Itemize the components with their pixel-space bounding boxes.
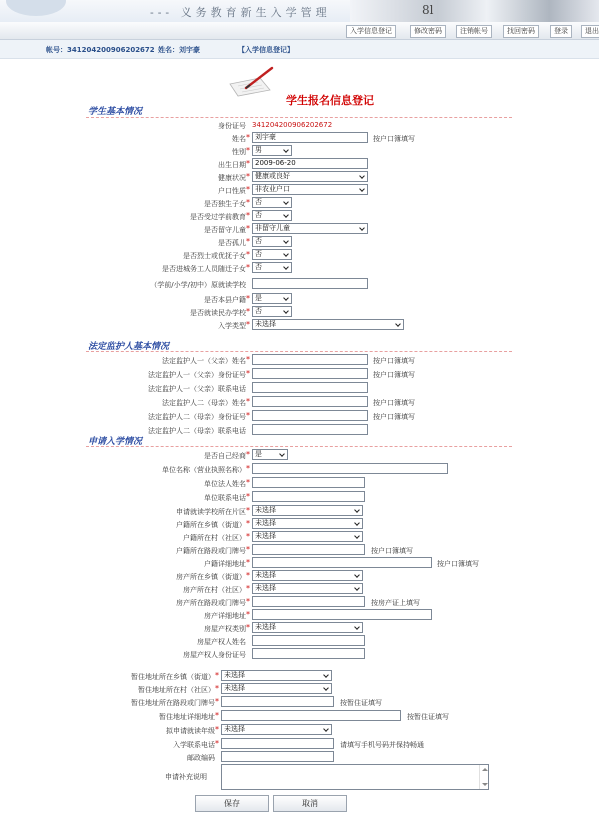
hukou-road-input[interactable] xyxy=(252,544,365,555)
gender-label: 性别 xyxy=(232,148,246,156)
guardian1-name-hint: 按户口簿填写 xyxy=(373,357,415,365)
banner-deco-text: 8l xyxy=(422,3,434,17)
required-mark: * xyxy=(246,224,250,233)
required-mark: * xyxy=(246,263,250,272)
required-mark: * xyxy=(246,172,250,181)
self-business-label: 是否自己经商 xyxy=(204,452,246,460)
current-page-link[interactable]: 【入学信息登记】 xyxy=(238,46,294,54)
required-mark: * xyxy=(246,411,250,420)
owner-name-label: 房屋产权人姓名 xyxy=(197,638,246,646)
top-navigation xyxy=(0,22,599,40)
residence-address-input[interactable] xyxy=(221,710,401,721)
required-mark: * xyxy=(215,671,219,680)
section-divider xyxy=(86,117,512,118)
logo xyxy=(6,0,66,16)
required-mark: * xyxy=(215,697,219,706)
residence-town-select[interactable]: 未选择 xyxy=(221,670,332,681)
hukou-town-label: 户籍所在乡镇（街道） xyxy=(176,521,246,529)
guardian1-name-input[interactable] xyxy=(252,354,368,365)
house-village-select[interactable]: 未选择 xyxy=(252,583,363,594)
user-name-text: 姓名：刘宇豪 xyxy=(158,46,200,54)
hukou-town-select[interactable]: 未选择 xyxy=(252,518,363,529)
house-address-input[interactable] xyxy=(252,609,432,620)
id-number-label: 身份证号 xyxy=(218,122,246,130)
local-hukou-label: 是否本县户籍 xyxy=(204,296,246,304)
company-phone-input[interactable] xyxy=(252,491,365,502)
section-student-title: 学生基本情况 xyxy=(88,107,143,117)
birth-date-label: 出生日期 xyxy=(218,161,246,169)
required-mark: * xyxy=(246,146,250,155)
required-mark: * xyxy=(246,355,250,364)
required-mark: * xyxy=(246,532,250,541)
residence-village-label: 暂住地址所在村（社区） xyxy=(138,686,215,694)
contact-phone-input[interactable] xyxy=(221,738,334,749)
house-village-label: 房产所在村（社区） xyxy=(183,586,246,594)
id-number-value: 341204200906202672 xyxy=(252,121,333,129)
health-select[interactable]: 健康或良好 xyxy=(252,171,368,182)
hukou-road-label: 户籍所在路段或门牌号 xyxy=(176,547,246,555)
guardian2-phone-input[interactable] xyxy=(252,424,368,435)
guardian1-phone-label: 法定监护人一（父亲）联系电话 xyxy=(148,385,246,393)
textarea-scrollbar[interactable] xyxy=(479,765,488,789)
postcode-input[interactable] xyxy=(221,751,334,762)
residence-road-label: 暂住地址所在路段或门牌号 xyxy=(131,699,215,707)
pen-paper-icon xyxy=(226,64,276,100)
postcode-label: 邮政编码 xyxy=(187,754,215,762)
account-text: 帐号：341204200906202672 xyxy=(46,46,155,54)
section-application-title: 申请入学情况 xyxy=(88,437,143,447)
hukou-address-input[interactable] xyxy=(252,557,432,568)
guardian2-name-hint: 按户口簿填写 xyxy=(373,399,415,407)
nav-logout[interactable]: 退出 xyxy=(581,25,599,38)
owner-id-label: 房屋产权人身份证号 xyxy=(183,651,246,659)
form-title: 学生报名信息登记 xyxy=(286,94,374,107)
note-label: 申请补充说明 xyxy=(165,773,207,781)
guardian1-id-input[interactable] xyxy=(252,368,368,379)
required-mark: * xyxy=(246,237,250,246)
nav-login[interactable]: 登录 xyxy=(550,25,572,38)
left-behind-label: 是否留守儿童 xyxy=(204,226,246,234)
guardian2-phone-label: 法定监护人二（母亲）联系电话 xyxy=(148,427,246,435)
local-hukou-select[interactable]: 是 xyxy=(252,293,292,304)
required-mark: * xyxy=(246,506,250,515)
required-mark: * xyxy=(246,597,250,606)
required-mark: * xyxy=(246,478,250,487)
guardian1-id-label: 法定监护人一（父亲）身份证号 xyxy=(148,371,246,379)
house-road-input[interactable] xyxy=(252,596,365,607)
owner-id-input[interactable] xyxy=(252,648,365,659)
required-mark: * xyxy=(246,250,250,259)
house-town-label: 房产所在乡镇（街道） xyxy=(176,573,246,581)
house-road-hint: 按房产证上填写 xyxy=(371,599,420,607)
migrant-label: 是否进城务工人员随迁子女 xyxy=(162,265,246,273)
required-mark: * xyxy=(246,584,250,593)
guardian2-id-label: 法定监护人二（母亲）身份证号 xyxy=(148,413,246,421)
self-business-select[interactable]: 是 xyxy=(252,449,288,460)
section-guardian-title: 法定监护人基本情况 xyxy=(88,342,170,352)
required-mark: * xyxy=(246,558,250,567)
prev-school-label: （学前/小学/初中）原就读学校 xyxy=(150,281,246,289)
residence-road-input[interactable] xyxy=(221,696,334,707)
required-mark: * xyxy=(246,159,250,168)
cancel-button[interactable]: 取消 xyxy=(273,795,347,812)
note-textarea[interactable] xyxy=(221,764,489,790)
nav-cancel-account[interactable]: 注销帐号 xyxy=(456,25,492,38)
required-mark: * xyxy=(246,519,250,528)
martyr-label: 是否烈士或优抚子女 xyxy=(183,252,246,260)
student-name-label: 姓名 xyxy=(232,135,246,143)
save-button[interactable]: 保存 xyxy=(195,795,269,812)
section-divider xyxy=(86,351,512,352)
guardian1-id-hint: 按户口簿填写 xyxy=(373,371,415,379)
company-phone-label: 单位联系电话 xyxy=(204,494,246,502)
only-child-label: 是否独生子女 xyxy=(204,200,246,208)
required-mark: * xyxy=(246,307,250,316)
required-mark: * xyxy=(246,198,250,207)
house-town-select[interactable]: 未选择 xyxy=(252,570,363,581)
preschool-label: 是否受过学前教育 xyxy=(190,213,246,221)
orphan-select[interactable]: 否 xyxy=(252,236,292,247)
section-divider xyxy=(86,446,512,447)
residence-address-hint: 按暂住证填写 xyxy=(407,713,449,721)
left-behind-select[interactable]: 非留守儿童 xyxy=(252,223,368,234)
house-address-label: 房产详细地址 xyxy=(204,612,246,620)
guardian2-name-label: 法定监护人二（母亲）姓名 xyxy=(162,399,246,407)
grade-select[interactable]: 未选择 xyxy=(221,724,332,735)
guardian2-id-hint: 按户口簿填写 xyxy=(373,413,415,421)
residence-village-select[interactable]: 未选择 xyxy=(221,683,332,694)
required-mark: * xyxy=(246,571,250,580)
nav-enroll-register[interactable]: 入学信息登记 xyxy=(346,25,396,38)
company-name-label: 单位名称（营业执照名称） xyxy=(162,466,246,474)
enroll-type-select[interactable]: 未选择 xyxy=(252,319,404,330)
house-type-label: 房屋产权类别 xyxy=(204,625,246,633)
prev-school-input[interactable] xyxy=(252,278,368,289)
grade-label: 拟申请就读年级 xyxy=(166,727,215,735)
owner-name-input[interactable] xyxy=(252,635,365,646)
guardian1-name-label: 法定监护人一（父亲）姓名 xyxy=(162,357,246,365)
legal-rep-label: 单位法人姓名 xyxy=(204,480,246,488)
nav-recover-password[interactable]: 找回密码 xyxy=(503,25,539,38)
guardian1-phone-input[interactable] xyxy=(252,382,368,393)
required-mark: * xyxy=(246,211,250,220)
private-school-label: 是否就读民办学校 xyxy=(190,309,246,317)
legal-rep-input[interactable] xyxy=(252,477,365,488)
house-type-select[interactable]: 未选择 xyxy=(252,622,363,633)
student-name-hint: 按户口簿填写 xyxy=(373,135,415,143)
house-road-label: 房产所在路段或门牌号 xyxy=(176,599,246,607)
school-area-label: 申请就读学校所在片区 xyxy=(176,508,246,516)
health-label: 健康状况 xyxy=(218,174,246,182)
required-mark: * xyxy=(246,294,250,303)
residence-address-label: 暂住地址详细地址 xyxy=(159,713,215,721)
preschool-select[interactable]: 否 xyxy=(252,210,292,221)
hukou-village-select[interactable]: 未选择 xyxy=(252,531,363,542)
hukou-address-label: 户籍详细地址 xyxy=(204,560,246,568)
hukou-road-hint: 按户口簿填写 xyxy=(371,547,413,555)
required-mark: * xyxy=(246,320,250,329)
birth-date-input[interactable]: 2009-06-20 xyxy=(252,158,368,169)
hukou-type-label: 户口性质 xyxy=(218,187,246,195)
martyr-select[interactable]: 否 xyxy=(252,249,292,260)
required-mark: * xyxy=(215,725,219,734)
student-name-input[interactable]: 刘宇豪 xyxy=(252,132,368,143)
user-info-bar xyxy=(0,40,599,59)
company-name-input[interactable] xyxy=(252,463,448,474)
hukou-address-hint: 按户口簿填写 xyxy=(437,560,479,568)
migrant-select[interactable]: 否 xyxy=(252,262,292,273)
gender-select[interactable]: 男 xyxy=(252,145,292,156)
required-mark: * xyxy=(246,610,250,619)
nav-change-password[interactable]: 修改密码 xyxy=(410,25,446,38)
required-mark: * xyxy=(246,133,250,142)
banner-decoration xyxy=(350,0,599,22)
guardian2-name-input[interactable] xyxy=(252,396,368,407)
residence-road-hint: 按暂住证填写 xyxy=(340,699,382,707)
required-mark: * xyxy=(246,545,250,554)
required-mark: * xyxy=(246,369,250,378)
school-area-select[interactable]: 未选择 xyxy=(252,505,363,516)
hukou-type-select[interactable]: 非农业户口 xyxy=(252,184,368,195)
guardian2-id-input[interactable] xyxy=(252,410,368,421)
required-mark: * xyxy=(215,711,219,720)
required-mark: * xyxy=(246,185,250,194)
residence-town-label: 暂住地址所在乡镇（街道） xyxy=(131,673,215,681)
required-mark: * xyxy=(215,684,219,693)
contact-phone-hint: 请填写手机号码并保持畅通 xyxy=(340,741,424,749)
only-child-select[interactable]: 否 xyxy=(252,197,292,208)
private-school-select[interactable]: 否 xyxy=(252,306,292,317)
hukou-village-label: 户籍所在村（社区） xyxy=(183,534,246,542)
required-mark: * xyxy=(246,450,250,459)
required-mark: * xyxy=(246,464,250,473)
contact-phone-label: 入学联系电话 xyxy=(173,741,215,749)
enroll-type-label: 入学类型 xyxy=(218,322,246,330)
required-mark: * xyxy=(246,623,250,632)
banner xyxy=(0,0,599,22)
required-mark: * xyxy=(246,397,250,406)
system-title: --- 义务教育新生入学管理 xyxy=(150,6,331,19)
required-mark: * xyxy=(246,492,250,501)
required-mark: * xyxy=(215,739,219,748)
orphan-label: 是否孤儿 xyxy=(218,239,246,247)
